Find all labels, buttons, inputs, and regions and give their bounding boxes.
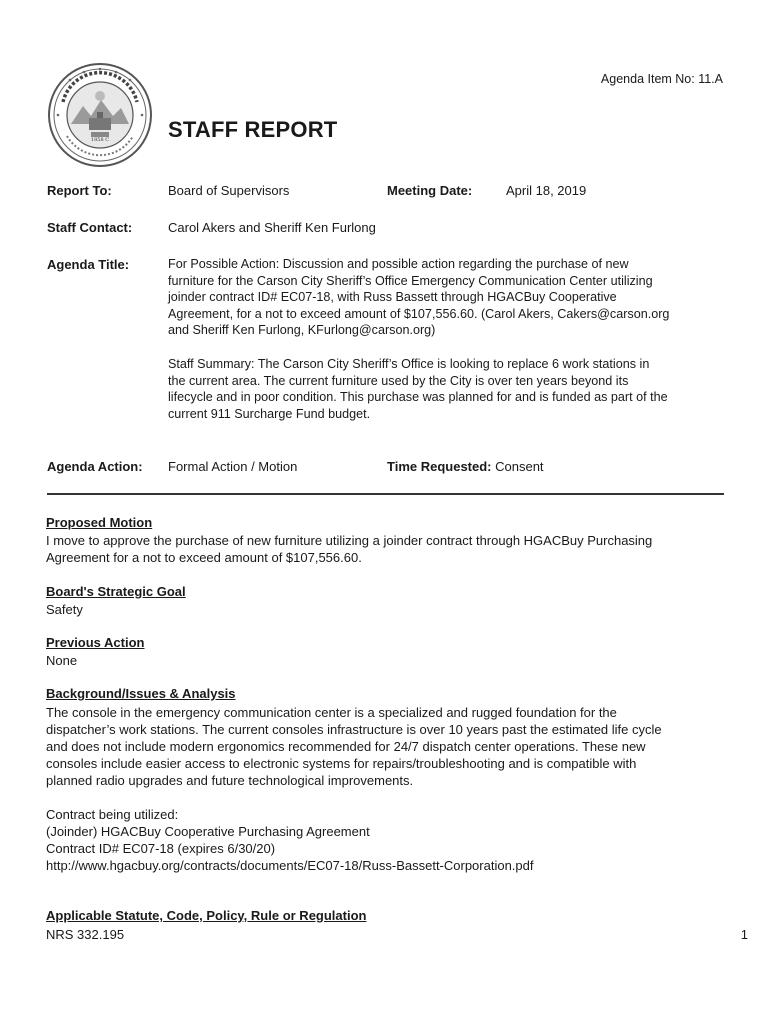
agenda-action-label: Agenda Action: [47, 459, 143, 474]
staff-contact-value: Carol Akers and Sheriff Ken Furlong [168, 220, 376, 235]
proposed-motion-line: Agreement for a not to exceed amount of $107,556.60. [46, 550, 362, 565]
agenda-title-line: Agreement, for a not to exceed amount of $107,556.60. (Carol Akers, Cakers@carson.org [168, 306, 670, 321]
agenda-item-number: Agenda Item No: 11.A [600, 72, 723, 86]
background-line: dispatcher’s work stations. The current consoles infrastructure is over 10 years past the estimated life cycle [46, 722, 662, 737]
agenda-title-text [168, 256, 728, 339]
agenda-title-line: furniture for the Carson City Sheriff’s Office Emergency Communication Center utilizing [168, 273, 653, 288]
staff-summary-line: the current area. The current furniture used by the City is over ten years beyond its [168, 373, 629, 388]
strategic-goal-heading: Board's Strategic Goal [46, 584, 186, 599]
agenda-action-value: Formal Action / Motion [168, 459, 298, 474]
page-number: 1 [740, 927, 748, 942]
report-to-value: Board of Supervisors [168, 183, 290, 198]
meeting-date-value: April 18, 2019 [506, 183, 587, 198]
staff-summary-line: Staff Summary: The Carson City Sheriff’s Office is looking to replace 6 work stations in [168, 357, 650, 371]
agenda-title-label: Agenda Title: [47, 257, 130, 272]
background-heading: Background/Issues & Analysis [46, 686, 236, 701]
background-line: and does not include modern ergonomics recommended for 24/7 dispatch center operations. These new [46, 739, 646, 754]
statute-heading: Applicable Statute, Code, Policy, Rule or Regulation [46, 908, 367, 923]
time-requested-value: Consent [491, 459, 544, 474]
meeting-date-label: Meeting Date: [387, 183, 473, 198]
time-requested [387, 459, 544, 474]
agenda-title-line: and Sheriff Ken Furlong, KFurlong@carson.org) [168, 323, 436, 338]
statute-value: NRS 332.195 [46, 927, 125, 942]
staff-summary-line: current 911 Surcharge Fund budget. [168, 406, 371, 421]
contract-info [46, 806, 746, 874]
previous-action-value: None [46, 653, 78, 668]
staff-contact-label: Staff Contact: [47, 220, 133, 235]
report-to-label: Report To: [47, 183, 112, 198]
proposed-motion-body [46, 532, 736, 566]
background-line: consoles include easier access to electronic systems for repairs/troubleshooting and is compatible with [46, 756, 637, 771]
agenda-title-line: For Possible Action: Discussion and possible action regarding the purchase of new [168, 257, 629, 271]
time-requested-label: Time Requested: [387, 459, 492, 474]
contract-line: (Joinder) HGACBuy Cooperative Purchasing Agreement [46, 824, 370, 839]
agenda-title-line: joinder contract ID# EC07-18, with Russ Bassett through HGACBuy Cooperative [168, 290, 617, 305]
staff-summary [168, 356, 728, 422]
staff-summary-line: lifecycle and in poor condition. This purchase was planned for and is funded as part of the [168, 390, 668, 405]
contract-url[interactable]: http://www.hgacbuy.org/contracts/documents/EC07-18/Russ-Bassett-Corporation.pdf [46, 858, 534, 873]
background-line: The console in the emergency communication center is a specialized and rugged foundation for the [46, 705, 617, 720]
city-seal [47, 62, 153, 168]
proposed-motion-heading: Proposed Motion [46, 515, 153, 530]
background-line: planned radio upgrades and future technological improvements. [46, 773, 414, 788]
section-divider [47, 493, 724, 495]
contract-line: Contract being utilized: [46, 807, 179, 822]
contract-line: Contract ID# EC07-18 (expires 6/30/20) [46, 841, 276, 856]
previous-action-heading: Previous Action [46, 635, 145, 650]
svg-text:1858 C: 1858 C [90, 137, 110, 143]
background-body [46, 704, 746, 789]
report-title: STAFF REPORT [168, 117, 338, 142]
proposed-motion-line: I move to approve the purchase of new furniture utilizing a joinder contract through HGACBuy Purchasing [46, 533, 653, 548]
strategic-goal-value: Safety [46, 602, 83, 617]
